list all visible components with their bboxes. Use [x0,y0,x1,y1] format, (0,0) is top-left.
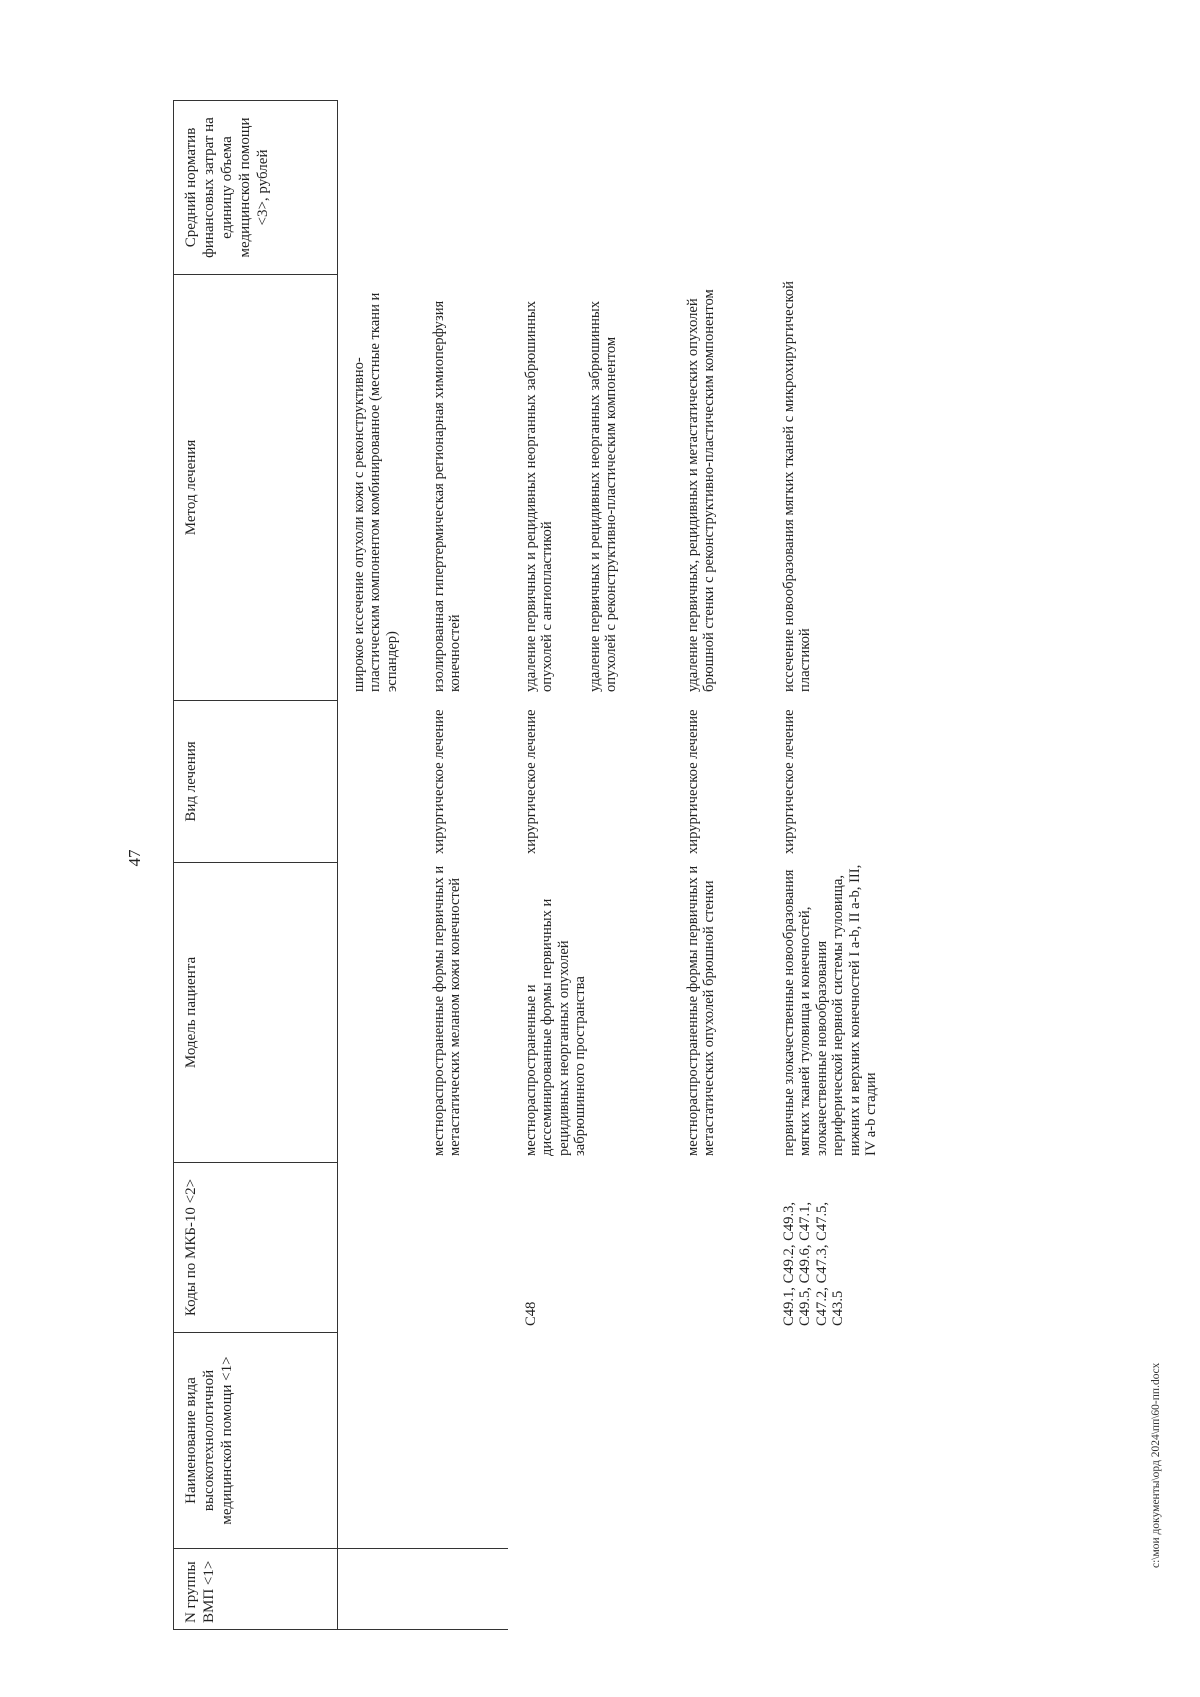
patient-model-text: первичные злокачественные новообразования мягких тканей туловища и конечностей, злокачественные новообразования периферической нервной системы туловища, нижних и верхних конечностей I a-b, II a-b, III, IV a-b стадии [781,864,880,1156]
document-page [123,84,1173,1630]
column-divider [338,1629,508,1630]
data-table [173,100,1200,1630]
page-number: 47 [125,849,144,867]
treatment-type-text: хирургическое лечение [685,709,701,854]
header-treatment-method: Метод лечения [173,274,338,700]
patient-model-text: местнораспространенные формы первичных и метастатических меланом кожи конечностей [431,865,464,1156]
header-patient-model: Модель пациента [173,862,338,1162]
treatment-type-text: хирургическое лечение [523,709,539,854]
header-treatment-type: Вид лечения [173,700,338,862]
method-text: иссечение новообразования мягких тканей с микрохирургической пластикой [781,281,814,692]
footer-file-path: c:\мои документы\орд 2024\пп\60-пп.docx [1150,1362,1162,1568]
treatment-type-text: хирургическое лечение [781,709,797,854]
header-vmp-name: Наименование вида высокотехнологичной медицинской помощи <1> [173,1332,338,1548]
method-text: широкое иссечение опухоли кожи с реконструктивно-пластическим компонентом комбинированное (местные ткани и эспандер) [351,292,400,692]
header-group-number: N группы ВМП <1> [173,1548,338,1630]
method-text: удаление первичных и рецидивных неорганных забрюшинных опухолей с реконструктивно-пластическим компонентом [587,301,620,692]
icd-code-text: C49.1, C49.2, C49.3, C49.5, C49.6, C47.1, C47.2, C47.3, C47.5, C43.5 [781,1201,847,1326]
patient-model-text: местнораспространенные формы первичных и метастатических опухолей брюшной стенки [685,865,718,1156]
icd-code-text: C48 [523,1301,539,1326]
column-divider [338,1548,508,1549]
method-text: изолированная гипертермическая регионарная химиоперфузия конечностей [431,300,464,692]
header-icd-codes: Коды по МКБ-10 <2> [173,1162,338,1332]
method-text: удаление первичных, рецидивных и метастатических опухолей брюшной стенки с реконструктивно-пластическим компонентом [685,289,718,692]
patient-model-text: местнораспространенные и диссеминированные формы первичных и рецидивных неорганных опухолей забрюшинного пространства [523,898,589,1156]
header-cost-norm: Средний норматив финансовых затрат на единицу объема медицинской помощи <3>, рублей [173,100,338,274]
method-text: удаление первичных и рецидивных неорганных забрюшинных опухолей с ангиопластикой [523,301,556,692]
treatment-type-text: хирургическое лечение [431,709,447,854]
